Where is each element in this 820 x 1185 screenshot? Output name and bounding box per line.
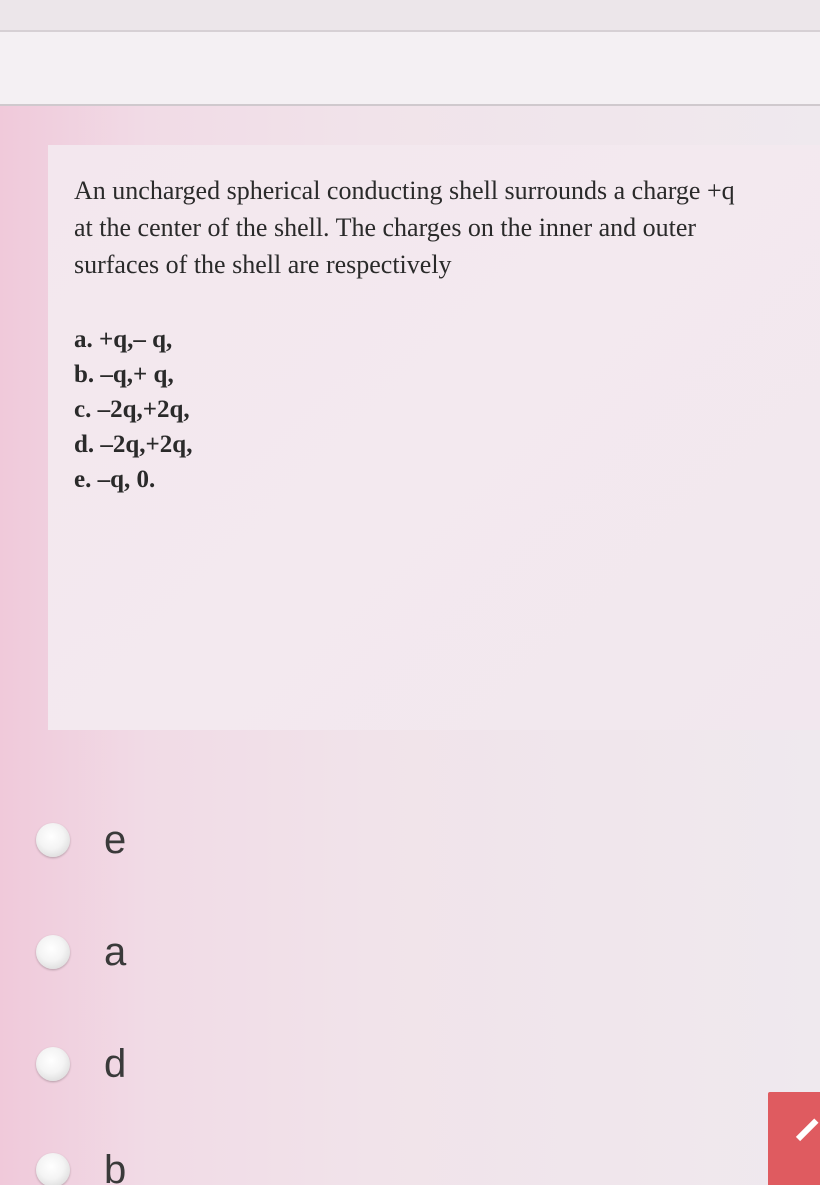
- question-option-e: e. –q, 0.: [74, 466, 156, 493]
- question-option-a: a. +q,– q,: [74, 326, 173, 353]
- radio-button-e[interactable]: [36, 823, 70, 857]
- question-option-b: b. –q,+ q,: [74, 361, 174, 388]
- answer-choice-a[interactable]: [36, 927, 296, 983]
- question-option-d: d. –2q,+2q,: [74, 431, 193, 458]
- question-text: An uncharged spherical conducting shell surrounds a charge +q at the center of the shell. The charges on the inner and outer surfaces of the shell are respectively: [74, 176, 735, 279]
- answer-label-e[interactable]: e: [104, 818, 127, 862]
- next-button[interactable]: [768, 1092, 820, 1185]
- question-options-list: [74, 322, 192, 497]
- question-option-c: c. –2q,+2q,: [74, 396, 190, 423]
- answer-choice-b[interactable]: [36, 1145, 296, 1185]
- answer-label-b[interactable]: b: [104, 1148, 127, 1185]
- header-band: [0, 32, 820, 106]
- answer-choice-d[interactable]: [36, 1039, 296, 1095]
- answer-label-d[interactable]: d: [104, 1042, 127, 1086]
- arrow-icon: [796, 1118, 819, 1141]
- answer-label-a[interactable]: a: [104, 930, 127, 974]
- radio-button-a[interactable]: [36, 935, 70, 969]
- top-bar: [0, 0, 820, 32]
- radio-button-b[interactable]: [36, 1153, 70, 1185]
- answer-choice-e[interactable]: [36, 815, 296, 871]
- radio-button-d[interactable]: [36, 1047, 70, 1081]
